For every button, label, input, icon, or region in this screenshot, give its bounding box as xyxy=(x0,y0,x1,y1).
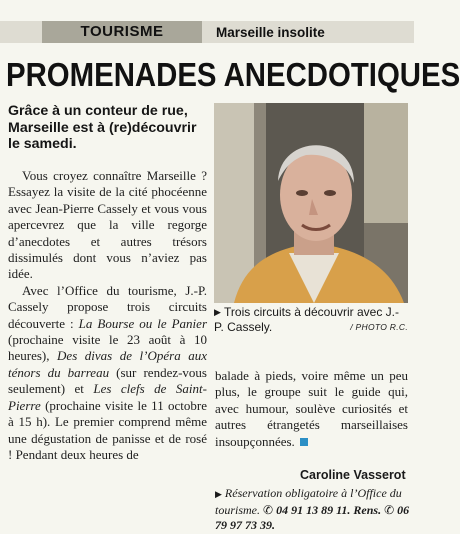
info-rens-label: Rens. xyxy=(353,502,382,517)
body-column-right xyxy=(215,368,408,450)
body-column-left xyxy=(8,168,207,463)
info-phone-2: 06 79 97 73 39. xyxy=(215,502,410,532)
triangle-right-icon: ▶ xyxy=(215,489,222,499)
triangle-right-icon: ▶ xyxy=(214,307,221,317)
info-intro: Réservation obligatoire à l’Office du tourisme. xyxy=(215,486,402,517)
body-text: (prochaine visite le 11 octobre à 15 h). Le premier comprend même une dégustation de panisse et de rosé ! Pendant deux heures de xyxy=(8,397,207,462)
section-rubric: TOURISME xyxy=(80,23,164,40)
body-paragraph-2-continued xyxy=(215,368,408,450)
photo-caption-block xyxy=(214,305,408,335)
photo-caption: Trois circuits à découvrir avec J.-P. Cassely. xyxy=(214,305,399,334)
circuit-title-2: Des divas de l’Opéra aux ténors du barreau xyxy=(8,348,208,380)
blue-square-icon xyxy=(300,438,308,446)
info-phone-1: 04 91 13 89 11. xyxy=(276,502,351,517)
portrait-image xyxy=(214,103,408,303)
phone-icon: ✆ xyxy=(384,502,395,517)
article-author: Caroline Vasserot xyxy=(300,468,406,482)
section-subrubric: Marseille insolite xyxy=(216,25,325,40)
photo-credit: / PHOTO R.C. xyxy=(350,322,408,332)
circuit-title-3: Les clefs de Saint-Pierre xyxy=(8,381,207,413)
article-lead: Grâce à un conteur de rue, Marseille est à (re)découvrir le samedi. xyxy=(8,103,197,152)
article-photo xyxy=(214,103,408,303)
body-text: Avec l’Office du tourisme, J.-P. Cassely propose trois circuits découverte : xyxy=(8,282,207,331)
practical-info xyxy=(215,486,410,534)
body-paragraph-2 xyxy=(8,283,207,463)
phone-icon: ✆ xyxy=(263,502,274,517)
body-text: (sur rendez-vous seulement) et xyxy=(8,364,207,397)
body-text: (prochaine visite le 23 août à 10 heures), xyxy=(8,332,207,364)
article-headline: PROMENADES ANECDOTIQUES xyxy=(6,56,460,93)
body-text: balade à pieds, voire même un peu plus, le groupe suit le guide qui, avec humour, soulève curiosités et autres étrangetés marseillaises insoupçonnées. xyxy=(215,368,408,449)
body-paragraph-1: Vous croyez connaître Marseille ? Essayez la visite de la cité phocéenne avec Jean-Pierre Cassely et vous vous apercevrez que la ville regorge d’anecdotes et autres trésors dissimulés dont vous n’aviez pas idée. xyxy=(8,168,207,282)
circuit-title-1: La Bourse ou le Panier xyxy=(78,315,207,331)
